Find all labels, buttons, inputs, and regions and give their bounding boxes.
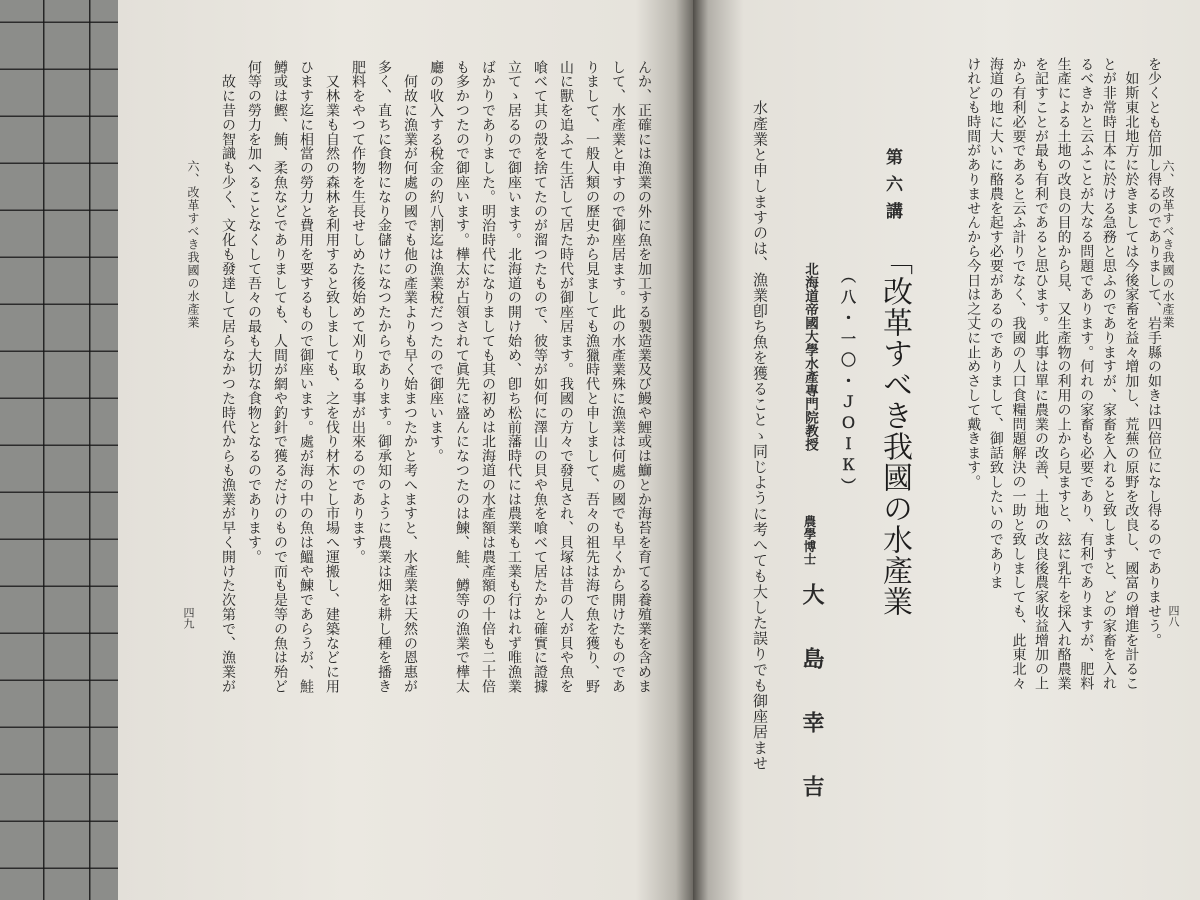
text-column: 故に昔の智識も少く、文化も發達して居らなかつた時代からも漁業が早く開けた次第で、漁業が: [220, 60, 236, 694]
text-column: とが非常時日本に於ける急務と思ふのでありますが、家畜を入れると致しますと、どの家畜を入れ: [1100, 57, 1117, 691]
text-column: ひます迄に相當の勞力と費用を要するもので御座います。處が海の中の魚は鰮や鰊であらうが、鮭: [298, 60, 314, 694]
broadcast-info: （八・一〇・ＪＯＩＫ）: [839, 268, 857, 499]
author-name: 大島幸吉: [799, 583, 825, 839]
text-column: 如斯東北地方に於きましては今後家畜を益々增加し、荒蕪の原野を改良し、國富の增進を計るこ: [1123, 57, 1140, 691]
text-column: ばかりでありました。明治時代になりましても其の初めは北海道の水產額は農產額の十倍も二十倍: [480, 60, 496, 694]
lecture-opening-line: 水產業と申しますのは、漁業卽ち魚を獲ることゝ同じように考へても大した誤りでも御座居ませ: [751, 100, 769, 771]
right-page-text: [962, 57, 1165, 691]
text-column: を少くとも倍加し得るのでありまして、岩手縣の如きは四倍位になし得るのでありませう。: [1146, 57, 1162, 648]
text-column: 多く、直ちに食物になり金儲けになつたからであります。御承知のように農業は畑を耕し種を播き: [376, 60, 392, 694]
author-affiliation: 北海道帝國大學水產專門院教授: [802, 262, 818, 451]
text-column: 立てゝ居るので御座います。北海道の開け始め、卽ち松前藩時代には農業も工業も行はれず唯漁業: [506, 60, 522, 694]
text-column: 鱒或は鰹、鮪、柔魚などでありましても、人間が網や釣針で獲るだけのもので而も是等の魚は殆ど: [272, 60, 288, 694]
text-column: 廳の收入する稅金の約八割迄は漁業稅だつたので御座います。: [428, 60, 444, 464]
text-column: 喰べて其の殼を捨てたのが溜つたもので、彼等が如何に澤山の貝や魚を喰べて居たかと確實に證據: [532, 60, 548, 694]
left-running-header: 六、改革すべき我國の水產業: [186, 160, 200, 329]
text-column: して、水產業と申すので御座居ます。此の水產業殊に漁業は何處の國でも早くから開けたものであ: [610, 60, 626, 694]
lecture-number: 第六講: [882, 148, 902, 229]
text-column: りまして、一般人類の歷史から見ましても漁獵時代と申しまして、吾々の祖先は海で魚を獲り、野: [584, 60, 600, 694]
right-running-header: 六、改革すべき我國の水產業: [1161, 160, 1175, 329]
text-column: を記すことが最も有利であると思ひます。此事は單に農業の改善、土地の改良後農家收益增加の上: [1033, 57, 1050, 691]
text-column: けれども時間がありませんから今日は之丈に止めさして戴きます。: [965, 57, 982, 489]
text-column: 何等の勞力を加へることなくして吾々の最も大切な食物となるのであります。: [246, 60, 262, 564]
text-column: 又林業も自然の森林を利用すると致しましても、之を伐り材木とし市場へ運搬し、建築などに用: [324, 60, 340, 694]
text-column: 肥料をやつて作物を生長せしめた後始めて刈り取る事が出來るのであります。: [350, 60, 366, 564]
text-column: から有利必要であると云ふ計りでなく、我國の人口食糧問題解決の一助と致しましても、此東北々: [1010, 57, 1027, 691]
text-column: んか、正確には漁業の外に魚を加工する製造業及び鰻や鯉或は鰤とか海苔を育てる養殖業を含めま: [636, 60, 652, 694]
author-degree: 農學博士: [802, 515, 817, 565]
text-column: 生產による土地の改良の目的から見、又生產物の利用の上から見ますと、玆に乳牛を採入れ酪農業: [1055, 57, 1072, 691]
lecture-title: 「改革すべき我國の水產業: [877, 245, 912, 617]
text-column: も多かつたので御座います。樺太が占領されて眞先に盛んになつたのは鰊、鮭、鱒等の漁業で樺太: [454, 60, 470, 694]
text-column: るべきかと云ふことが大なる問題であります。何れの家畜も必要であり、有利でありますが、肥料: [1078, 57, 1095, 691]
left-page-number: 四九: [182, 607, 195, 629]
text-column: 何故に漁業が何處の國でも他の產業よりも早く始まつたかと考へますと、水產業は天然の恩惠が: [402, 60, 418, 694]
left-page-text: [215, 60, 657, 694]
cutting-mat-background: [0, 0, 125, 900]
text-column: 山に獸を追ふて生活して居た時代が御座居ます。我國の方々で發見され、貝塚は昔の人が貝や魚を: [558, 60, 574, 694]
right-page-number: 四八: [1167, 605, 1180, 627]
text-column: 海道の地に大いに酪農を起す必要があるのでありまして、御話致したいのでありま: [987, 57, 1004, 590]
